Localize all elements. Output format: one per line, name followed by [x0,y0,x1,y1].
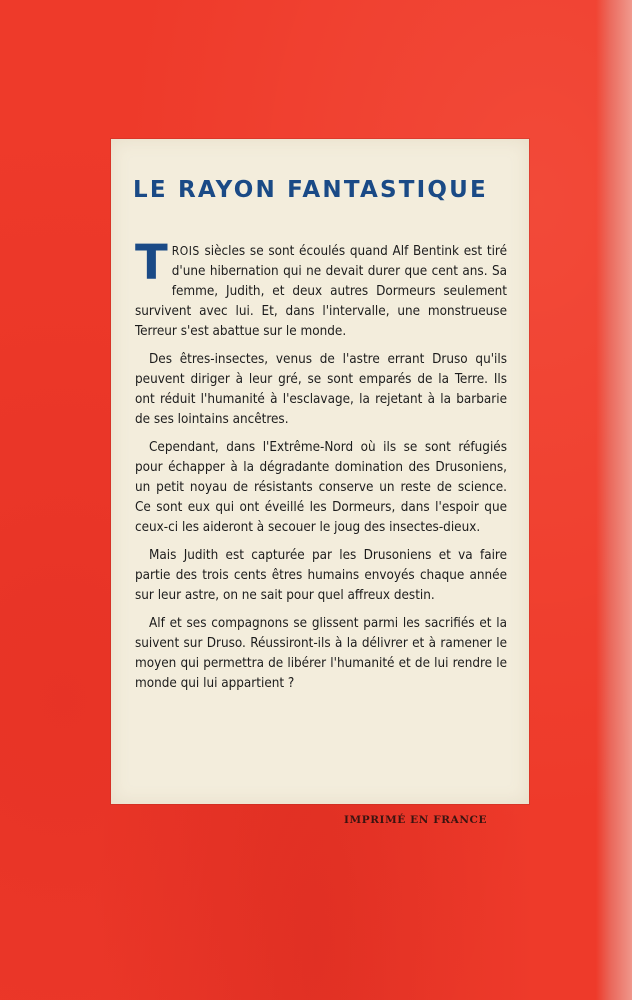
series-title: LE RAYON FANTASTIQUE [133,177,488,203]
cover-edge-fade [596,0,632,1000]
synopsis-paragraph-2: Des êtres-insectes, venus de l'astre errant Druso qu'ils peuvent diriger à leur gré, se sont emparés de la Terre. Ils ont réduit l'humanité à l'esclavage, la rejetant à la barbarie de ses lointains ancêtres. [135,352,507,427]
synopsis-panel [111,139,529,804]
synopsis-paragraph-4: Mais Judith est capturée par les Drusoniens et va faire partie des trois cents êtres humains envoyés chaque année sur leur astre, on ne sait pour quel affreux destin. [135,548,507,603]
synopsis-paragraph-5: Alf et ses compagnons se glissent parmi les sacrifiés et la suivent sur Druso. Réussiront-ils à la délivrer et à ramener le moyen qui permettra de libérer l'humanité et de lui rendre le monde qui lui appartient ? [135,616,507,691]
synopsis-paragraph-3: Cependant, dans l'Extrême-Nord où ils se sont réfugiés pour échapper à la dégradante domination des Drusoniens, un petit noyau de résistants conserve un reste de science. Ce sont eux qui ont éveillé les Dormeurs, dans l'espoir que ceux-ci les aideront à secouer le joug des insectes-dieux. [135,440,507,535]
drop-cap: T [135,235,168,291]
synopsis-paragraph-1 [135,235,507,342]
synopsis-text [135,235,507,702]
opening-word: ROIS [171,244,200,258]
printed-in-france-label: IMPRIMÉ EN FRANCE [344,814,488,826]
synopsis-paragraph-1-text: siècles se sont écoulés quand Alf Bentink est tiré d'une hibernation qui ne devait durer que cent ans. Sa femme, Judith, et deux autres Dormeurs seulement survivent avec lui. Et, dans l'intervalle, une monstrueuse Terreur s'est abattue sur le monde. [135,244,507,339]
